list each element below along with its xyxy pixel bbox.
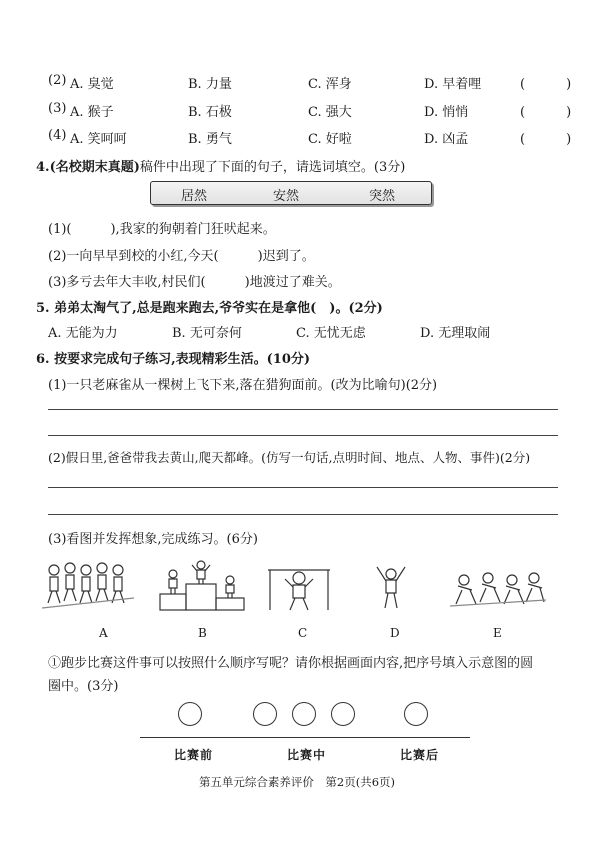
q4-tag: (名校期末真题) (49, 160, 140, 175)
sequence-circle-1[interactable] (178, 702, 202, 726)
answer-line-2[interactable] (48, 435, 558, 436)
q6-sub1-line2: 圈中。(3分) (48, 679, 119, 694)
q3-row-3-answer-blank[interactable]: ( ) (520, 105, 586, 120)
q5-stem: 5. 弟弟太淘气了,总是跑来跑去,爷爷实在是拿他( )。(2分) (36, 301, 383, 316)
q3-row-3-option-d: D. 悄悄 (424, 105, 469, 120)
q4-stem-text: 稿件中出现了下面的句子，请选词填空。(3分) (139, 160, 406, 175)
q3-row-2-option-b: B. 力量 (188, 77, 232, 92)
figure-a-runners-warming-up (40, 560, 136, 612)
figure-label-e: E (493, 626, 502, 640)
q4-sentence-2: (2)一向早早到校的小红,今天( )迟到了。 (48, 249, 315, 264)
stage-during-race: 比赛中 (287, 748, 327, 762)
q3-row-4-option-b: B. 勇气 (188, 132, 232, 147)
q5-option-c: C. 无忧无虑 (296, 326, 366, 341)
word-bank-item-1: 居然 (181, 189, 208, 204)
q3-row-4-answer-blank[interactable]: ( ) (520, 132, 586, 147)
figure-label-a: A (99, 626, 108, 640)
q3-row-2-option-d: D. 早着哩 (424, 77, 482, 92)
q3-row-3-option-c: C. 强大 (308, 105, 352, 120)
q6-sentence-2: (2)假日里,爸爸带我去黄山,爬天都峰。(仿写一句话,点明时间、地点、人物、事件)(2分) (48, 450, 531, 465)
answer-line-1[interactable] (48, 409, 558, 410)
q3-row-4-num: (4) (48, 128, 67, 143)
stage-before-race: 比赛前 (174, 748, 214, 762)
answer-line-3[interactable] (48, 487, 558, 488)
q4-sentence-3: (3)多亏去年大丰收,村民们( )地渡过了难关。 (48, 275, 341, 290)
word-bank-item-3: 突然 (369, 189, 396, 204)
q3-row-3-num: (3) (48, 101, 67, 116)
word-bank-box (150, 181, 432, 205)
q6-sentence-1: (1)一只老麻雀从一棵树上飞下来,落在猎狗面前。(改为比喻句)(2分) (48, 378, 438, 393)
figure-label-d: D (390, 626, 400, 640)
figure-e-runners-at-starting-line (448, 560, 548, 612)
figure-b-winners-podium (156, 560, 248, 612)
figure-d-runner-cheering (366, 560, 416, 612)
sequence-baseline (140, 737, 470, 738)
q3-row-4-option-c: C. 好啦 (308, 132, 352, 147)
q5-option-a: A. 无能为力 (48, 326, 118, 341)
figure-label-b: B (198, 626, 207, 640)
q6-sentence-3: (3)看图并发挥想象,完成练习。(6分) (48, 532, 258, 547)
figure-label-c: C (298, 626, 308, 640)
sequence-circle-5[interactable] (404, 702, 428, 726)
q3-row-4-option-a: A. 笑呵呵 (70, 132, 127, 147)
q6-stem: 6. 按要求完成句子练习,表现精彩生活。(10分) (36, 352, 311, 367)
answer-line-4[interactable] (48, 514, 558, 515)
q5-option-b: B. 无可奈何 (172, 326, 242, 341)
q3-row-2-num: (2) (48, 73, 67, 88)
q5-option-d: D. 无理取闹 (420, 326, 491, 341)
q3-row-2-option-a: A. 臭觉 (70, 77, 114, 92)
q3-row-2-answer-blank[interactable]: ( ) (520, 77, 586, 92)
stage-after-race: 比赛后 (400, 748, 440, 762)
sequence-circle-3[interactable] (292, 702, 316, 726)
q3-row-3-option-a: A. 猴子 (70, 105, 114, 120)
sequence-circle-4[interactable] (331, 702, 355, 726)
q6-sub1-line1: ①跑步比赛这件事可以按照什么顺序写呢？请你根据画面内容,把序号填入示意图的圆 (48, 656, 534, 671)
q3-row-3-option-b: B. 石极 (188, 105, 232, 120)
q3-row-4-option-d: D. 凶孟 (424, 132, 469, 147)
sequence-circle-2[interactable] (253, 702, 277, 726)
q4-stem (36, 156, 405, 175)
q4-number: 4. (36, 160, 50, 175)
q3-row-2-option-c: C. 浑身 (308, 77, 352, 92)
word-bank-item-2: 安然 (273, 189, 300, 204)
page-footer: 第五单元综合素养评价 第2页(共6页) (198, 775, 396, 789)
figure-c-runner-crossing-finish (264, 560, 334, 612)
q4-sentence-1: (1)( ),我家的狗朝着门狂吠起来。 (48, 222, 276, 237)
